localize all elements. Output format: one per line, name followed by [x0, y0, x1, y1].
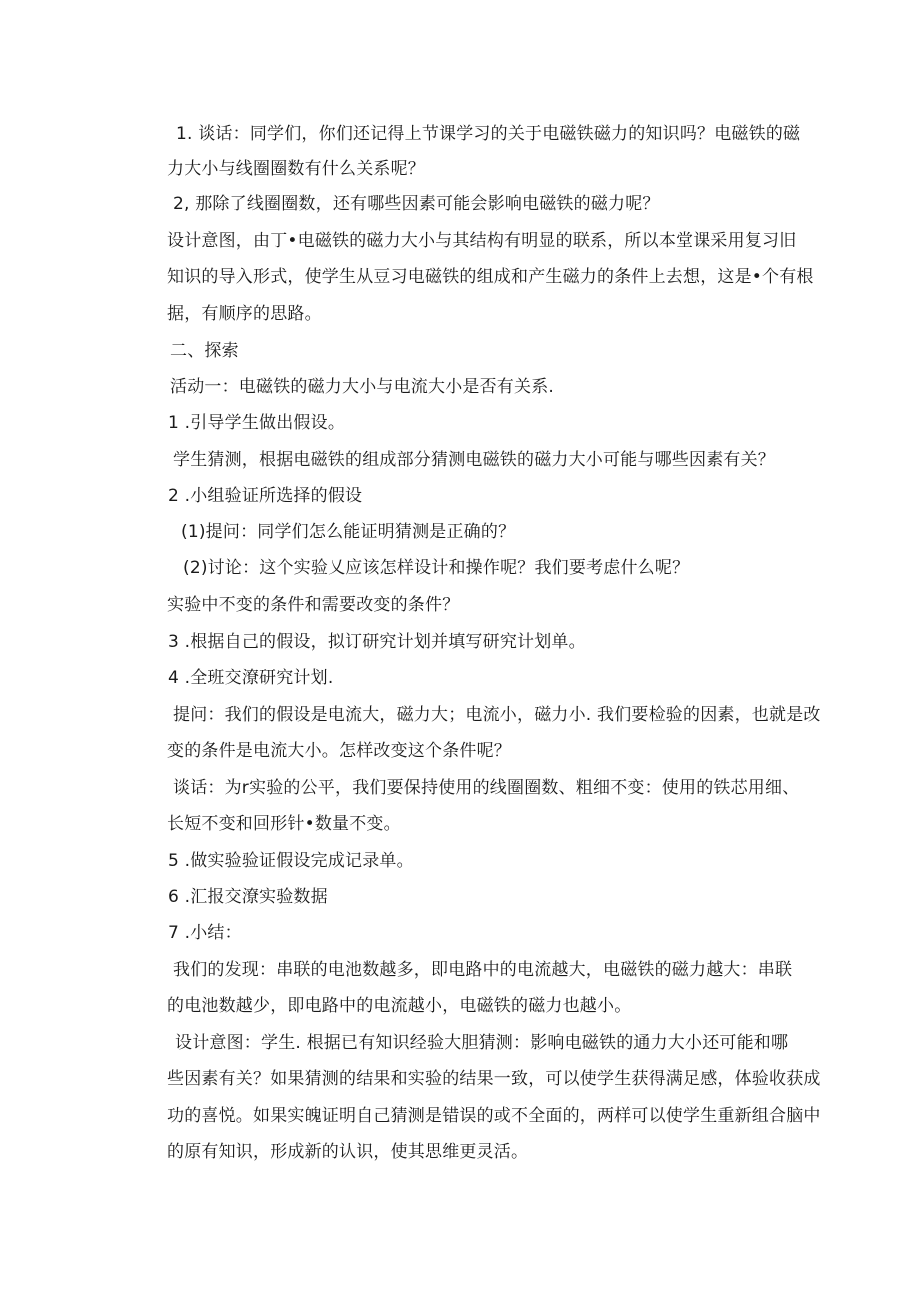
paragraph-line: 设计意图：学生. 根据已有知识经验大胆猜测：影响电磁铁的通力大小还可能和哪: [175, 1033, 789, 1053]
paragraph-line: 2, 那除了线圈圈数，还有哪些因素可能会影响电磁铁的磁力呢？: [173, 194, 660, 214]
paragraph-line: 知识的导入形式，使学生从豆习电磁铁的组成和产生磁力的条件上去想，这是•个有根: [167, 267, 814, 287]
paragraph-line: (2)讨论：这个实验乂应该怎样设计和操作呢？我们要考虑什么呢？: [183, 558, 690, 578]
paragraph-line: 1 .引导学生做出假设。: [168, 413, 346, 433]
paragraph-line: 3 .根据自己的假设，拟订研究计划并填写研究计划单。: [168, 632, 586, 652]
paragraph-line: 的原有知识，形成新的认识，使其思维更灵活。: [167, 1142, 529, 1162]
paragraph-line: 2 .小组验证所选择的假设: [168, 486, 363, 506]
paragraph-line: 5 .做实验验证假设完成记录单。: [168, 851, 414, 871]
paragraph-line: 活动一：电磁铁的磁力大小与电流大小是否有关系.: [170, 377, 555, 397]
paragraph-line: 6 .汇报交潦实验数据: [168, 887, 328, 907]
paragraph-line: 些因素有关？如果猜测的结果和实验的结果一致，可以使学生获得满足感，体验收获成: [167, 1069, 821, 1089]
section-heading: 二、探索: [170, 341, 239, 361]
paragraph-line: 功的喜悦。如果实魄证明自己猜测是错误的或不全面的，两样可以使学生重新组合脑中: [167, 1106, 821, 1126]
paragraph-line: 实验中不变的条件和需要改变的条件？: [167, 595, 460, 615]
paragraph-line: 力大小与线圈圈数有什么关系呢？: [167, 159, 425, 179]
paragraph-line: 学生猜测，根据电磁铁的组成部分猜测电磁铁的磁力大小可能与哪些因素有关？: [173, 450, 775, 470]
paragraph-line: 1. 谈话：同学们，你们还记得上节课学习的关于电磁铁磁力的知识吗？电磁铁的磁: [176, 124, 801, 144]
paragraph-line: 变的条件是电流大小。怎样改变这个条件呢？: [167, 741, 511, 761]
paragraph-line: 谈话：为r实验的公平，我们要保持使用的线圈圈数、粗细不变：使用的铁芯用细、: [173, 778, 800, 798]
paragraph-line: 长短不变和回形针•数量不变。: [167, 814, 401, 834]
paragraph-line: 7 .小结：: [168, 923, 242, 943]
paragraph-line: 据，有顺序的思路。: [167, 304, 322, 324]
paragraph-line: 的电池数越少，即电路中的电流越小，电磁铁的磁力也越小。: [167, 996, 632, 1016]
paragraph-line: (1)提问：同学们怎么能证明猜测是正确的？: [181, 522, 516, 542]
paragraph-line: 设计意图，由丁•电磁铁的磁力大小与其结构有明显的联系，所以本堂课采用复习旧: [167, 231, 797, 251]
paragraph-line: 提问：我们的假设是电流大，磁力大；电流小，磁力小. 我们要检验的因素，也就是改: [173, 705, 821, 725]
paragraph-line: 我们的发现：串联的电池数越多，即电路中的电流越大，电磁铁的磁力越大：串联: [173, 960, 793, 980]
paragraph-line: 4 .全班交潦研究计划.: [168, 668, 334, 688]
